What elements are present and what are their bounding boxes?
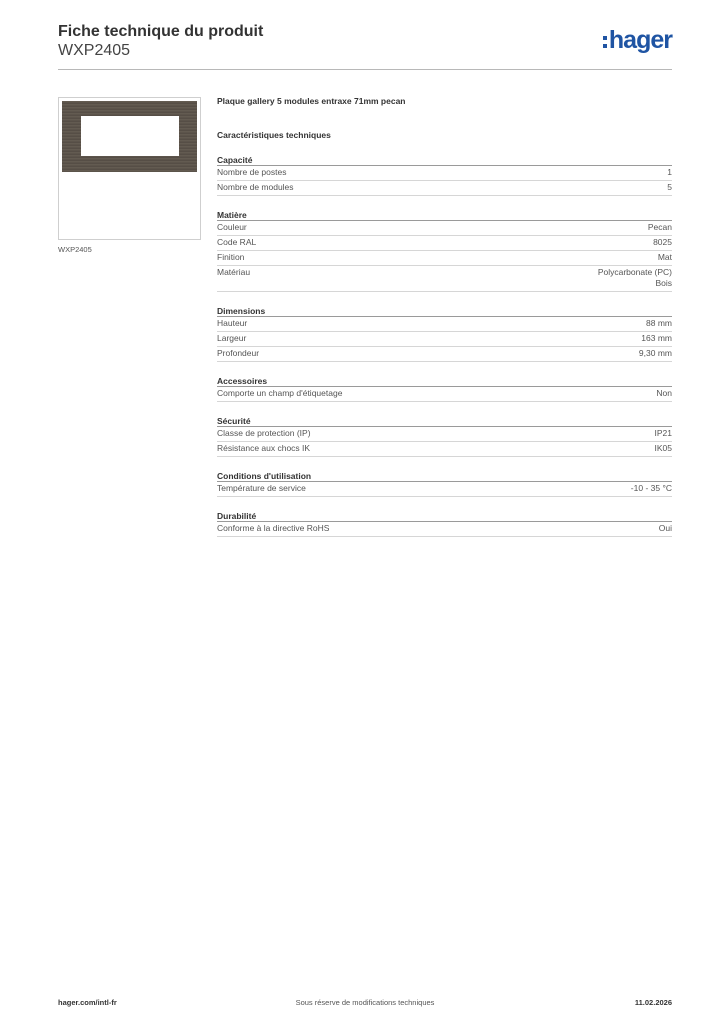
spec-row — [217, 332, 672, 347]
spec-label: Conforme à la directive RoHS — [217, 523, 330, 533]
spec-value — [655, 443, 673, 454]
product-image-frame — [58, 97, 201, 240]
spec-value — [667, 167, 672, 178]
spec-value — [667, 182, 672, 193]
spec-group-title: Dimensions — [217, 306, 672, 317]
spec-label: Largeur — [217, 333, 247, 343]
spec-groups — [217, 155, 672, 537]
spec-value — [655, 428, 673, 439]
spec-row — [217, 387, 672, 402]
spec-value — [648, 222, 672, 233]
spec-value — [658, 252, 672, 263]
spec-value-line: Pecan — [647, 222, 672, 232]
spec-row — [217, 251, 672, 266]
spec-row — [217, 347, 672, 362]
spec-group-title: Accessoires — [217, 376, 672, 387]
spec-value-line: Bois — [655, 278, 672, 288]
spec-value — [631, 483, 672, 494]
spec-label: Classe de protection (IP) — [217, 428, 311, 438]
plate-opening — [81, 116, 179, 156]
footer-disclaimer: Sous réserve de modifications techniques — [295, 998, 435, 1007]
spec-group — [217, 511, 672, 537]
spec-group-title: Capacité — [217, 155, 672, 166]
spec-value-line: 5 — [667, 182, 672, 192]
spec-value-line: -10 - 35 °C — [630, 483, 672, 493]
logo-dots-icon — [603, 36, 607, 48]
spec-value-line: Mat — [657, 252, 672, 262]
spec-label: Finition — [217, 252, 245, 262]
spec-row — [217, 427, 672, 442]
spec-row — [217, 317, 672, 332]
spec-label: Résistance aux chocs IK — [217, 443, 311, 453]
page-header — [58, 22, 672, 70]
spec-row — [217, 522, 672, 537]
hager-logo — [603, 24, 672, 56]
spec-value — [656, 388, 672, 399]
spec-group — [217, 155, 672, 196]
spec-group — [217, 376, 672, 402]
spec-row — [217, 236, 672, 251]
spec-row — [217, 442, 672, 457]
spec-value-line: Polycarbonate (PC) — [597, 267, 672, 277]
spec-sheet — [217, 96, 672, 537]
spec-group-title: Conditions d'utilisation — [217, 471, 672, 482]
spec-row — [217, 181, 672, 196]
spec-value — [653, 237, 672, 248]
spec-value-line: 1 — [667, 167, 672, 177]
spec-row — [217, 266, 672, 292]
spec-value-line: 88 mm — [646, 318, 672, 328]
spec-value — [659, 523, 672, 534]
spec-label: Température de service — [217, 483, 306, 493]
footer-website: hager.com/intl-fr — [58, 998, 117, 1007]
page-footer — [58, 998, 672, 1010]
spec-value-line: 8025 — [653, 237, 672, 247]
spec-row — [217, 482, 672, 497]
spec-value-line: Oui — [658, 523, 672, 533]
spec-row — [217, 221, 672, 236]
spec-value — [646, 318, 672, 329]
product-name: Plaque gallery 5 modules entraxe 71mm pecan — [217, 96, 406, 106]
spec-value-line: IP21 — [654, 428, 672, 438]
spec-label: Matériau — [217, 267, 251, 277]
spec-group — [217, 210, 672, 292]
document-title: Fiche technique du produit — [58, 23, 264, 40]
spec-label: Profondeur — [217, 348, 260, 358]
spec-group-title: Durabilité — [217, 511, 672, 522]
spec-value-line: 9,30 mm — [638, 348, 672, 358]
spec-value-line: 163 mm — [641, 333, 672, 343]
image-caption: WXP2405 — [58, 245, 92, 254]
spec-label: Code RAL — [217, 237, 257, 247]
spec-group-title: Sécurité — [217, 416, 672, 427]
spec-label: Nombre de modules — [217, 182, 294, 192]
spec-row — [217, 166, 672, 181]
spec-value — [598, 267, 672, 289]
spec-value-line: IK05 — [654, 443, 672, 453]
spec-value — [641, 333, 672, 344]
spec-label: Nombre de postes — [217, 167, 287, 177]
spec-label: Hauteur — [217, 318, 248, 328]
spec-group — [217, 471, 672, 497]
section-heading: Caractéristiques techniques — [217, 130, 331, 140]
spec-value — [639, 348, 672, 359]
logo-text: hager — [608, 26, 672, 54]
product-reference: WXP2405 — [58, 42, 131, 59]
spec-group — [217, 416, 672, 457]
footer-date: 11.02.2026 — [634, 998, 672, 1007]
spec-group-title: Matière — [217, 210, 672, 221]
product-image — [62, 101, 197, 172]
spec-group — [217, 306, 672, 362]
spec-value-line: Non — [656, 388, 672, 398]
spec-label: Couleur — [217, 222, 247, 232]
spec-label: Comporte un champ d'étiquetage — [217, 388, 343, 398]
